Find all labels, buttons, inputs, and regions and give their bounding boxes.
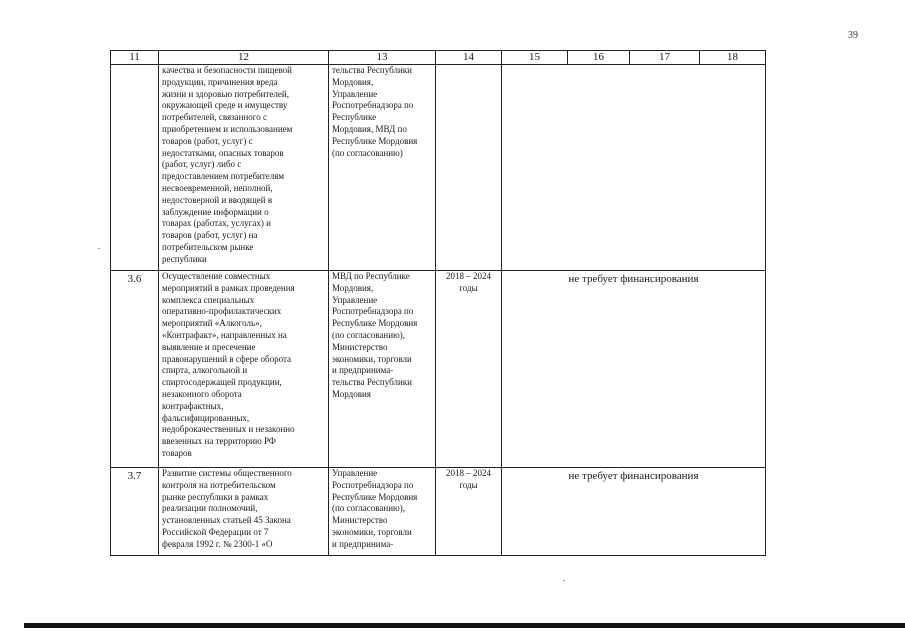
executors: МВД по Республике Мордовия, Управление Роспотребнадзора по Республике Мордовия (по согласованию), Министерство экономики, торговли и предпринима- тельства Республики Мордовия: [329, 271, 436, 468]
table-row: [111, 468, 766, 556]
column-header: 17: [630, 51, 700, 65]
row-number: 3.7: [111, 468, 159, 556]
financing-note: не требует финансирования: [502, 271, 766, 468]
scan-speck: [563, 580, 565, 581]
executors: Управление Роспотребнадзора по Республике Мордовия (по согласованию), Министерство экономики, торговли и предпринима-: [329, 468, 436, 556]
measure-description: качества и безопасности пищевой продукции, причинения вреда жизни и здоровью потребителей, окружающей среде и имуществу потребителей, связанного с приобретением и использованием товаров (работ, услуг) с недостатками, опасных товаров (работ, услуг) либо с предоставлением потребителям несвоевременной, неполной, недостоверной и вводящей в заблуждение информации о товарах (работах, услугах) и товаров (работ, услуг) на потребительском рынке республики: [159, 65, 329, 271]
financing-note: не требует финансирования: [502, 468, 766, 556]
financing-note: [502, 65, 766, 271]
program-table: [110, 50, 766, 556]
scan-edge-bar: [24, 623, 905, 628]
column-numbers-row: [111, 51, 766, 65]
column-header: 11: [111, 51, 159, 65]
column-header: 13: [329, 51, 436, 65]
row-number: 3.6: [111, 271, 159, 468]
implementation-years: 2018 – 2024 годы: [436, 271, 502, 468]
column-header: 16: [568, 51, 630, 65]
column-header: 15: [502, 51, 568, 65]
scan-speck: [98, 248, 100, 249]
executors: тельства Республики Мордовия, Управление Роспотребнадзора по Республике Мордовия, МВД по Республике Мордовия (по согласованию): [329, 65, 436, 271]
implementation-years: 2018 – 2024 годы: [436, 468, 502, 556]
measure-description: Осуществление совместных мероприятий в рамках проведения комплекса специальных оперативно-профилактических мероприятий «Алкоголь», «Контрафакт», направленных на выявление и пресечение правонарушений в сфере оборота спирта, алкогольной и спиртосодержащей продукции, незаконного оборота контрафактных, фальсифицированных, недоброкачественных и незаконно ввезенных на территорию РФ товаров: [159, 271, 329, 468]
column-header: 14: [436, 51, 502, 65]
row-number: [111, 65, 159, 271]
page-number: 39: [848, 30, 858, 41]
column-header: 12: [159, 51, 329, 65]
measure-description: Развитие системы общественного контроля на потребительском рынке республики в рамках реализации полномочий, установленных статьей 45 Закона Российской Федерации от 7 февраля 1992 г. № 2300-1 «О: [159, 468, 329, 556]
implementation-years: [436, 65, 502, 271]
table-row: [111, 271, 766, 468]
column-header: 18: [700, 51, 766, 65]
table-row: [111, 65, 766, 271]
